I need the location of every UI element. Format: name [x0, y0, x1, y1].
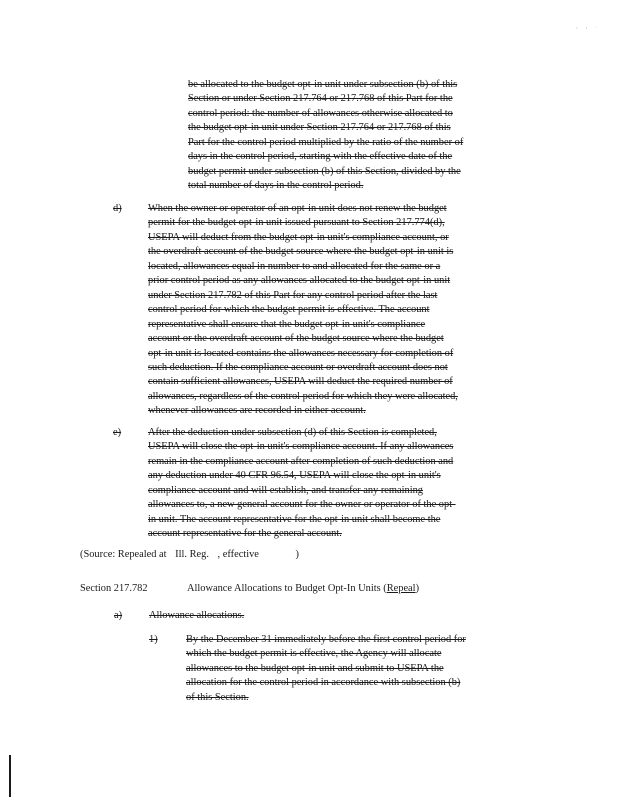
paragraph-line: allowances to, a new general account for the owner or operator of the opt- — [148, 499, 456, 511]
paragraph-line: Part for the control period multiplied by the ratio of the number of — [188, 136, 464, 148]
paragraph-line: total number of days in the control period. — [188, 180, 364, 192]
paragraph-line: representative shall ensure that the budget opt-in unit's compliance — [148, 318, 426, 330]
source-prefix: (Source: Repealed at — [80, 549, 167, 560]
paragraph-line: days in the control period, starting with the effective date of the — [188, 151, 453, 163]
source-register: Ill. Reg. — [175, 549, 209, 560]
paragraph-line: located, allowances equal in number to and allocated for the same or a — [148, 260, 441, 272]
paragraph-line: opt-in unit is located contains the allowances necessary for completion of — [148, 347, 454, 359]
paragraph-line: By the December 31 immediately before the first control period for — [186, 634, 466, 645]
margin-change-bar — [9, 755, 11, 797]
subsection-a-label: a) — [114, 610, 123, 621]
paragraph-line: compliance account and will establish, and transfer any remaining — [148, 484, 423, 496]
source-effective: , effective — [217, 549, 259, 560]
paragraph-d-label: d) — [113, 203, 122, 214]
paragraph-line: whenever allowances are recorded in either account. — [148, 405, 366, 417]
section-heading — [80, 583, 420, 594]
paragraph-line: control period for which the budget permit is effective. The account — [148, 304, 430, 316]
subsection-a1 — [186, 633, 466, 705]
source-note — [80, 549, 299, 560]
paragraph-line: account representative for the general account. — [148, 528, 342, 540]
paragraph-line: account or the overdraft account of the budget source where the budget — [148, 333, 444, 345]
paragraph-line: permit for the budget opt-in unit issued pursuant to Section 217.774(d), — [148, 217, 445, 229]
paragraph-line: After the deduction under subsection (d) of this Section is completed, — [148, 427, 437, 438]
paragraph-line: contain sufficient allowances, USEPA will deduct the required number of — [148, 376, 453, 388]
section-title-end: ) — [415, 583, 420, 594]
paragraph-line: the overdraft account of the budget source where the budget opt-in unit is — [148, 246, 454, 258]
paragraph-line: allowances, regardless of the control period for which they were allocated, — [148, 390, 458, 402]
paragraph-e — [148, 426, 456, 542]
paragraph-line: of this Section. — [186, 691, 249, 703]
page-number-mark: ‹ › · — [576, 25, 600, 31]
section-number: Section 217.782 — [80, 583, 148, 594]
section-title-text: Allowance Allocations to Budget Opt-In Units ( — [187, 583, 387, 594]
paragraph-line: allocation for the control period in accordance with subsection (b) — [186, 677, 461, 689]
subsection-a-text: Allowance allocations. — [149, 610, 245, 621]
paragraph-line: prior control period as any allowances allocated to the budget opt-in unit — [148, 275, 451, 287]
paragraph-line: which the budget permit is effective, the Agency will allocate — [186, 648, 442, 660]
paragraph-line: USEPA will deduct from the budget opt-in unit's compliance account, or — [148, 231, 449, 243]
paragraph-line: USEPA will close the opt-in unit's compliance account. If any allowances — [148, 441, 454, 453]
paragraph-line: remain in the compliance account after completion of such deduction and — [148, 455, 454, 467]
paragraph-line: the budget opt-in unit under Section 217.764 or 217.768 of this — [188, 122, 451, 134]
section-repeal-marker: Repeal — [386, 583, 416, 594]
paragraph-line: budget permit under subsection (b) of this Section, divided by the — [188, 165, 461, 177]
section-title — [187, 583, 419, 594]
paragraph-line: allowances to the budget opt-in unit and submit to USEPA the — [186, 662, 444, 674]
paragraph-line: control period: the number of allowances otherwise allocated to — [188, 107, 453, 119]
paragraph-line: in unit. The account representative for the opt-in unit shall become the — [148, 513, 441, 525]
paragraph-d — [148, 202, 458, 419]
paragraph-line: be allocated to the budget opt-in unit under subsection (b) of this — [188, 79, 458, 90]
paragraph-line: any deduction under 40 CFR 96.54, USEPA will close the opt-in unit's — [148, 470, 441, 482]
source-close: ) — [295, 549, 299, 560]
paragraph-e-label: e) — [113, 427, 122, 438]
subsection-a1-label: 1) — [149, 634, 158, 645]
paragraph-line: under Section 217.782 of this Part for any control period after the last — [148, 289, 438, 301]
paragraph-line: When the owner or operator of an opt-in unit does not renew the budget — [148, 203, 447, 214]
paragraph-line: Section or under Section 217.764 or 217.768 of this Part for the — [188, 93, 453, 105]
paragraph-line: such deduction. If the compliance account or overdraft account does not — [148, 361, 448, 373]
paragraph-b-continued — [188, 78, 463, 194]
